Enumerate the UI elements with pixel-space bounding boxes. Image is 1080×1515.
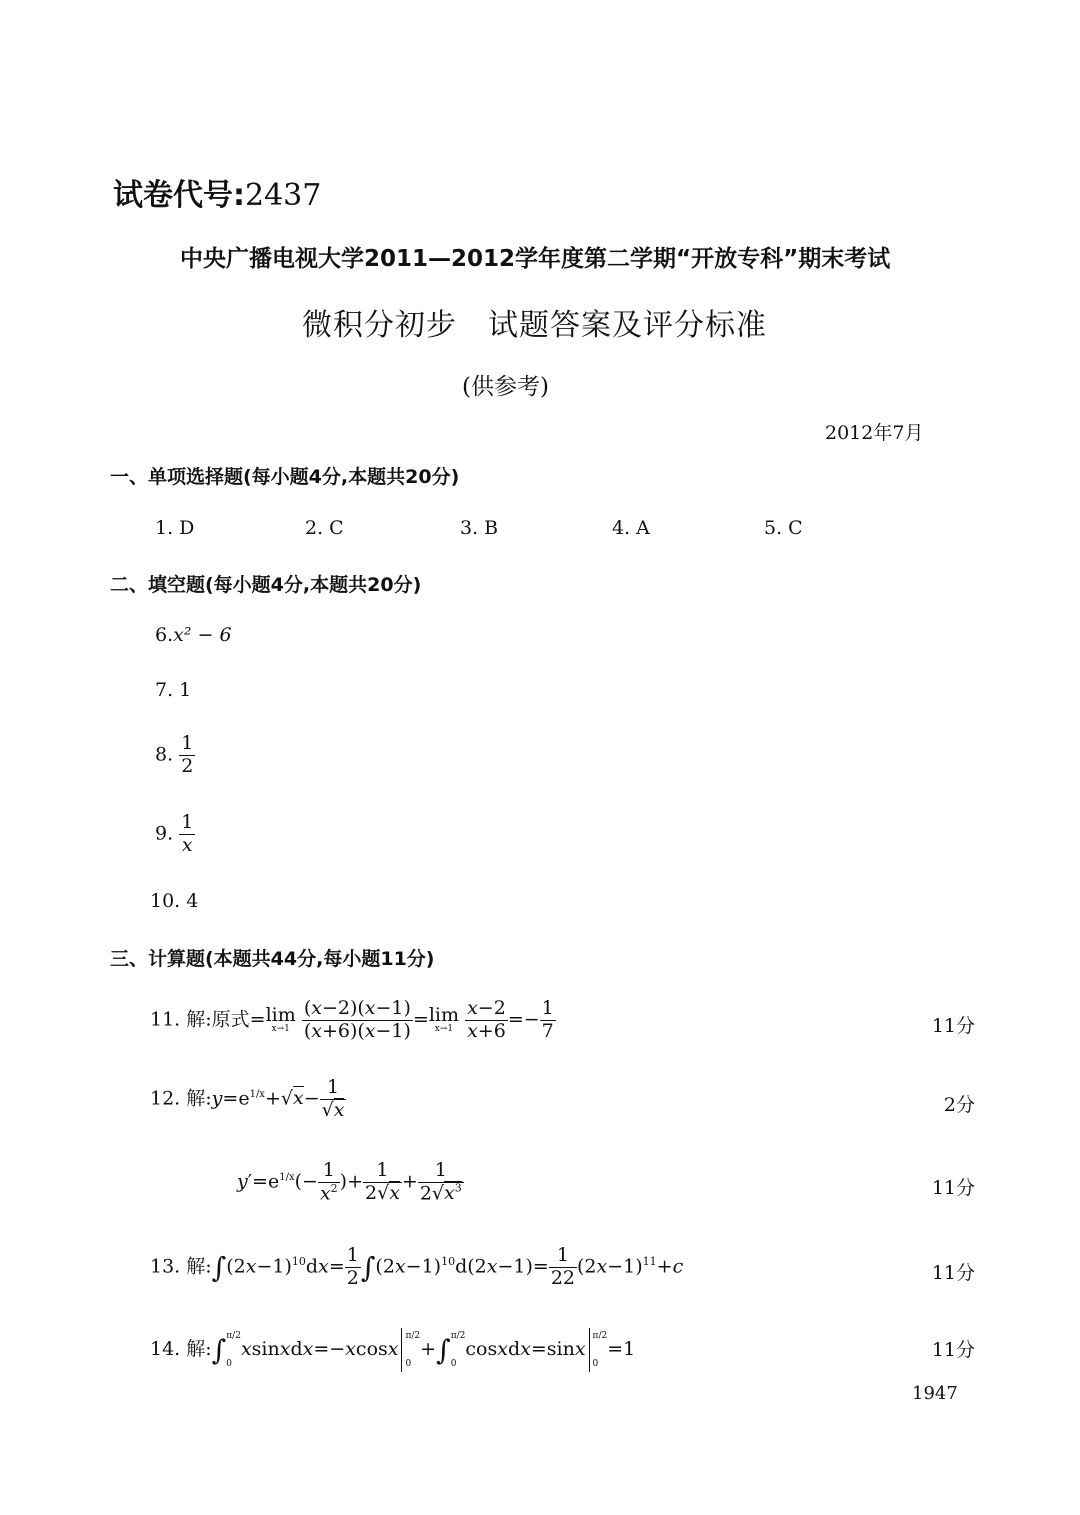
answer-8-numerator: 1 xyxy=(181,732,194,754)
answer-8 xyxy=(155,733,195,778)
solution-14: 14. 解:∫π/2 0xsinxdx=−xcosxπ/2 0+∫π/2 0cosxdx=sinxπ/2 0=1 xyxy=(150,1322,635,1378)
answer-9-denominator: x xyxy=(181,833,193,856)
score-11: 11分 xyxy=(931,1015,975,1037)
answer-10: 10. 4 xyxy=(150,890,199,912)
answer-3: 3. B xyxy=(460,517,499,539)
answer-9-fraction xyxy=(179,812,195,857)
answer-8-number: 8. xyxy=(155,743,174,766)
answer-5: 5. C xyxy=(764,517,803,539)
score-12b: 11分 xyxy=(931,1177,975,1199)
section3-heading: 三、计算题(本题共44分,每小题11分) xyxy=(110,948,435,970)
limit-symbol-2: lim x→1 xyxy=(428,1004,460,1035)
solution-12-derivative: $y'=e^{1/x}(-$ $\frac{1}{x^2}$ )+ $\frac{1}{2√x}$ + $\frac{1}{2√x^3}$ xyxy=(237,1159,462,1205)
exam-code-label: 试卷代号: xyxy=(113,178,245,213)
solution-14-label: 14. 解: xyxy=(150,1338,212,1360)
solution-11-fraction-b: $\frac{x-2}{x+6}$ xyxy=(467,997,506,1042)
solution-11: 11. 解:原式=lim x→1 $\frac{(x-2)(x-1)}{(x+6)(x-1)}$ =lim x→1 $\frac{x-2}{x+6}$ =− $\frac{1}{7}$ xyxy=(150,997,554,1042)
answer-2: 2. C xyxy=(305,517,344,539)
exam-code xyxy=(113,170,321,214)
page-title: 微积分初步 试题答案及评分标准 xyxy=(302,308,767,343)
section1-heading: 一、单项选择题(每小题4分,本题共20分) xyxy=(110,466,460,488)
solution-12-fraction: $\frac{1}{√x}$ xyxy=(321,1076,345,1121)
institution-line: 中央广播电视大学2011—2012学年度第二学期“开放专科”期末考试 xyxy=(180,246,891,272)
solution-13: 13. 解$:\int(2x-1)^{10}dx=$ $\frac{1}{2}$ $\int(2x-1)^{10}d(2x-1)=$ $\frac{1}{22}$ $(2x-1)^{11}+c$ xyxy=(150,1244,684,1289)
exam-code-number: 2437 xyxy=(245,178,322,213)
answer-8-fraction xyxy=(179,733,195,778)
exam-date: 2012年7月 xyxy=(825,422,924,444)
answer-6 xyxy=(155,624,232,646)
solution-12: 12. 解$:y=e^{1/x}+√x-$ $\frac{1}{√x}$ xyxy=(150,1076,345,1121)
limit-symbol: lim x→1 xyxy=(265,1004,296,1035)
answer-6-number: 6. xyxy=(155,624,174,646)
section2-heading: 二、填空题(每小题4分,本题共20分) xyxy=(110,574,422,596)
answer-9-numerator: 1 xyxy=(181,811,194,833)
solution-13-label: 13. 解: xyxy=(150,1255,212,1278)
solution-11-label: 11. 解:原式 xyxy=(150,1008,250,1031)
answer-6-value: x² − 6 xyxy=(173,624,232,646)
answer-9 xyxy=(155,812,195,857)
solution-11-result: $\frac{1}{7}$ xyxy=(541,997,554,1042)
answer-9-number: 9. xyxy=(155,822,174,845)
answer-8-denominator: 2 xyxy=(181,754,194,777)
score-13: 11分 xyxy=(931,1262,975,1284)
solution-11-fraction-a: $\frac{(x-2)(x-1)}{(x+6)(x-1)}$ xyxy=(303,997,411,1042)
answer-4: 4. A xyxy=(612,517,650,539)
answer-7: 7. 1 xyxy=(155,679,192,701)
answer-1: 1. D xyxy=(155,517,195,539)
score-12a: 2分 xyxy=(943,1094,975,1116)
solution-12-label: 12. 解: xyxy=(150,1087,212,1110)
reference-note: (供参考) xyxy=(462,374,549,400)
score-14: 11分 xyxy=(931,1339,975,1361)
page-number: 1947 xyxy=(912,1383,958,1404)
